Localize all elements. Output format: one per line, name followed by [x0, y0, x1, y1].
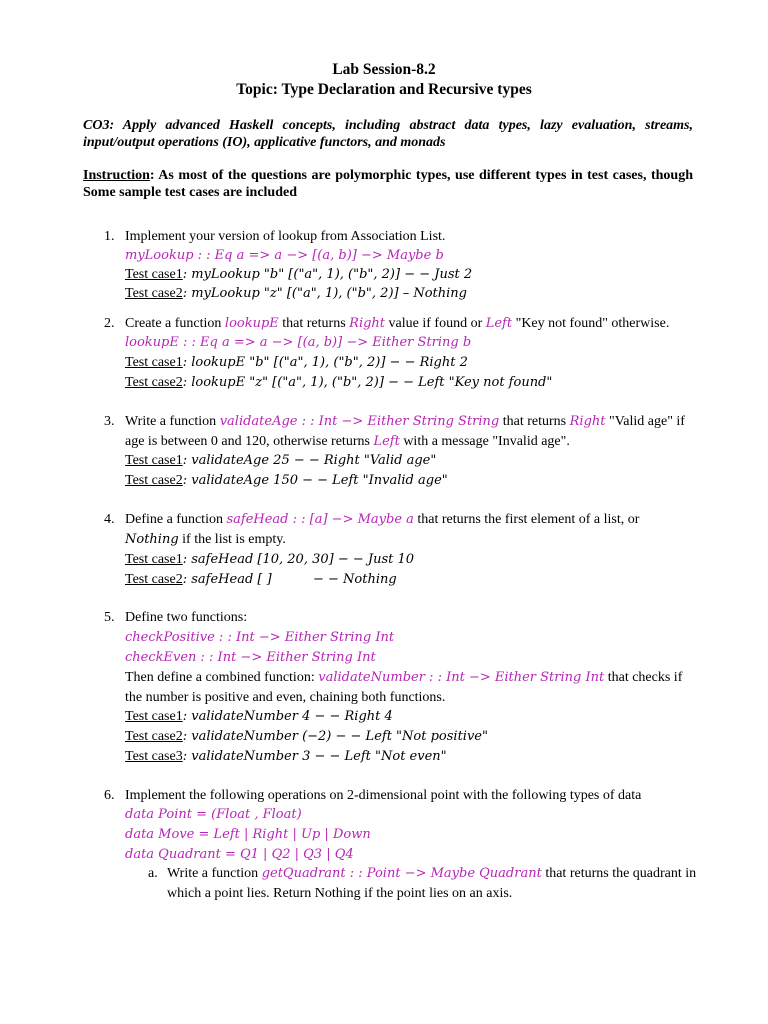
q5-tc2-value: : validateNumber (−2) − − Left "Not positive"	[182, 729, 488, 744]
q4-tc2-label: Test case2	[125, 572, 183, 587]
q3-text-c: "Valid age" if	[605, 414, 685, 429]
instruction-label: Instruction	[83, 168, 150, 183]
q3-text-line-2	[125, 432, 570, 452]
q3-text-b: that returns	[499, 414, 570, 429]
q1-tc2-label: Test case2	[125, 286, 183, 301]
q3-fn-signature: validateAge : : Int −> Either String String	[219, 414, 500, 429]
q2-tc2-value: : lookupE "z" [("a", 1), ("b", 2)] − − Left "Key not found"	[182, 375, 553, 390]
instruction-text: : As most of the questions are polymorphic types, use different types in test cases, though Some sample test cases are included	[83, 168, 693, 200]
q5-combined-text	[125, 668, 682, 688]
q6a-text-b: that returns the quadrant in	[541, 866, 697, 881]
q2-text-d: "Key not found" otherwise.	[512, 316, 670, 331]
q3-tc2-label: Test case2	[125, 473, 183, 488]
instruction-paragraph	[83, 167, 693, 201]
q6a-fn-signature: getQuadrant : : Point −> Maybe Quadrant	[261, 866, 542, 881]
q2-right: Right	[349, 316, 386, 331]
q2-test-case-1	[125, 353, 468, 373]
q3-test-case-2	[125, 471, 448, 491]
q4-tc1-value: : safeHead [10, 20, 30] − − Just 10	[182, 552, 415, 567]
q4-test-case-1	[125, 550, 414, 570]
q1-tc2-value: : myLookup "z" [("a", 1), ("b", 2)] – Nothing	[182, 286, 468, 301]
q4-text-a: Define a function	[125, 512, 227, 527]
q2-tc2-label: Test case2	[125, 375, 183, 390]
q1-number: 1.	[104, 229, 115, 244]
topic-title: Topic: Type Declaration and Recursive types	[236, 81, 532, 98]
q4-tc2-value: : safeHead [ ] − − Nothing	[182, 572, 397, 587]
q3-tc2-value: : validateAge 150 − − Left "Invalid age"	[182, 473, 448, 488]
q4-text	[125, 510, 639, 530]
q1-test-case-1	[125, 265, 472, 285]
q2-tc1-value: : lookupE "b" [("a", 1), ("b", 2)] − − Right 2	[182, 355, 468, 370]
q5-tc3-value: : validateNumber 3 − − Left "Not even"	[182, 749, 447, 764]
q4-text-line-2	[125, 530, 286, 550]
q3-l2-a: age is between 0 and 120, otherwise returns	[125, 434, 374, 449]
q1-text: Implement your version of lookup from Association List.	[125, 229, 446, 244]
q5-signature-2: checkEven : : Int −> Either String Int	[125, 650, 376, 665]
q4-fn-signature: safeHead : : [a] −> Maybe a	[226, 512, 414, 527]
q1-tc1-label: Test case1	[125, 267, 183, 282]
q5-tc1-value: : validateNumber 4 − − Right 4	[182, 709, 393, 724]
q5-tc1-label: Test case1	[125, 709, 183, 724]
q2-text	[125, 314, 669, 334]
q6a-text-line-2: which a point lies. Return Nothing if the point lies on an axis.	[167, 886, 513, 901]
q2-signature: lookupE : : Eq a => a −> [(a, b)] −> Either String b	[125, 335, 472, 350]
q2-number: 2.	[104, 316, 115, 331]
q6-data-point: data Point = (Float , Float)	[125, 807, 302, 822]
q5-test-case-1	[125, 707, 393, 727]
q6a-text-a: Write a function	[167, 866, 262, 881]
q5-test-case-2	[125, 727, 488, 747]
q3-test-case-1	[125, 451, 436, 471]
q3-l2-b: with a message "Invalid age".	[399, 434, 570, 449]
lab-session-title: Lab Session-8.2	[332, 61, 436, 78]
q5-text-line-2: the number is positive and even, chaining both functions.	[125, 690, 446, 705]
q3-tc1-value: : validateAge 25 − − Right "Valid age"	[182, 453, 437, 468]
q1-test-case-2	[125, 284, 467, 304]
q5-text-a: Then define a combined function:	[125, 670, 319, 685]
q2-text-c: value if found or	[385, 316, 486, 331]
q4-l2-b: if the list is empty.	[178, 532, 286, 547]
q5-signature-1: checkPositive : : Int −> Either String Int	[125, 630, 395, 645]
q2-test-case-2	[125, 373, 552, 393]
q4-number: 4.	[104, 512, 115, 527]
q5-number: 5.	[104, 610, 115, 625]
q2-left: Left	[485, 316, 513, 331]
q3-number: 3.	[104, 414, 115, 429]
q5-fn-signature: validateNumber : : Int −> Either String Int	[318, 670, 605, 685]
q2-text-b: that returns	[278, 316, 350, 331]
q6-text: Implement the following operations on 2-dimensional point with the following types of data	[125, 788, 642, 803]
q5-test-case-3	[125, 747, 447, 767]
q5-text: Define two functions:	[125, 610, 248, 625]
q3-text-a: Write a function	[125, 414, 220, 429]
q1-signature: myLookup : : Eq a => a −> [(a, b)] −> Maybe b	[125, 248, 444, 263]
q4-text-b: that returns the first element of a list, or	[413, 512, 640, 527]
q1-tc1-value: : myLookup "b" [("a", 1), ("b", 2)] − − Just 2	[182, 267, 473, 282]
q5-tc3-label: Test case3	[125, 749, 183, 764]
q2-fn-name: lookupE	[224, 316, 279, 331]
q2-text-a: Create a function	[125, 316, 225, 331]
q5-tc2-label: Test case2	[125, 729, 183, 744]
q4-test-case-2	[125, 570, 397, 590]
q6-data-move: data Move = Left | Right | Up | Down	[125, 827, 371, 842]
q3-right: Right	[569, 414, 606, 429]
q6a-letter: a.	[148, 866, 158, 881]
q3-left: Left	[373, 434, 400, 449]
q5-text-b: that checks if	[604, 670, 683, 685]
q3-text	[125, 412, 685, 432]
q6-data-quadrant: data Quadrant = Q1 | Q2 | Q3 | Q4	[125, 847, 354, 862]
q4-nothing: Nothing	[125, 532, 179, 547]
q2-tc1-label: Test case1	[125, 355, 183, 370]
q6a-text	[167, 864, 696, 884]
q6-number: 6.	[104, 788, 115, 803]
course-outcome: CO3: Apply advanced Haskell concepts, including abstract data types, lazy evaluation, streams, input/output operations (IO), applicative functors, and monads	[83, 118, 693, 150]
q3-tc1-label: Test case1	[125, 453, 183, 468]
q4-tc1-label: Test case1	[125, 552, 183, 567]
